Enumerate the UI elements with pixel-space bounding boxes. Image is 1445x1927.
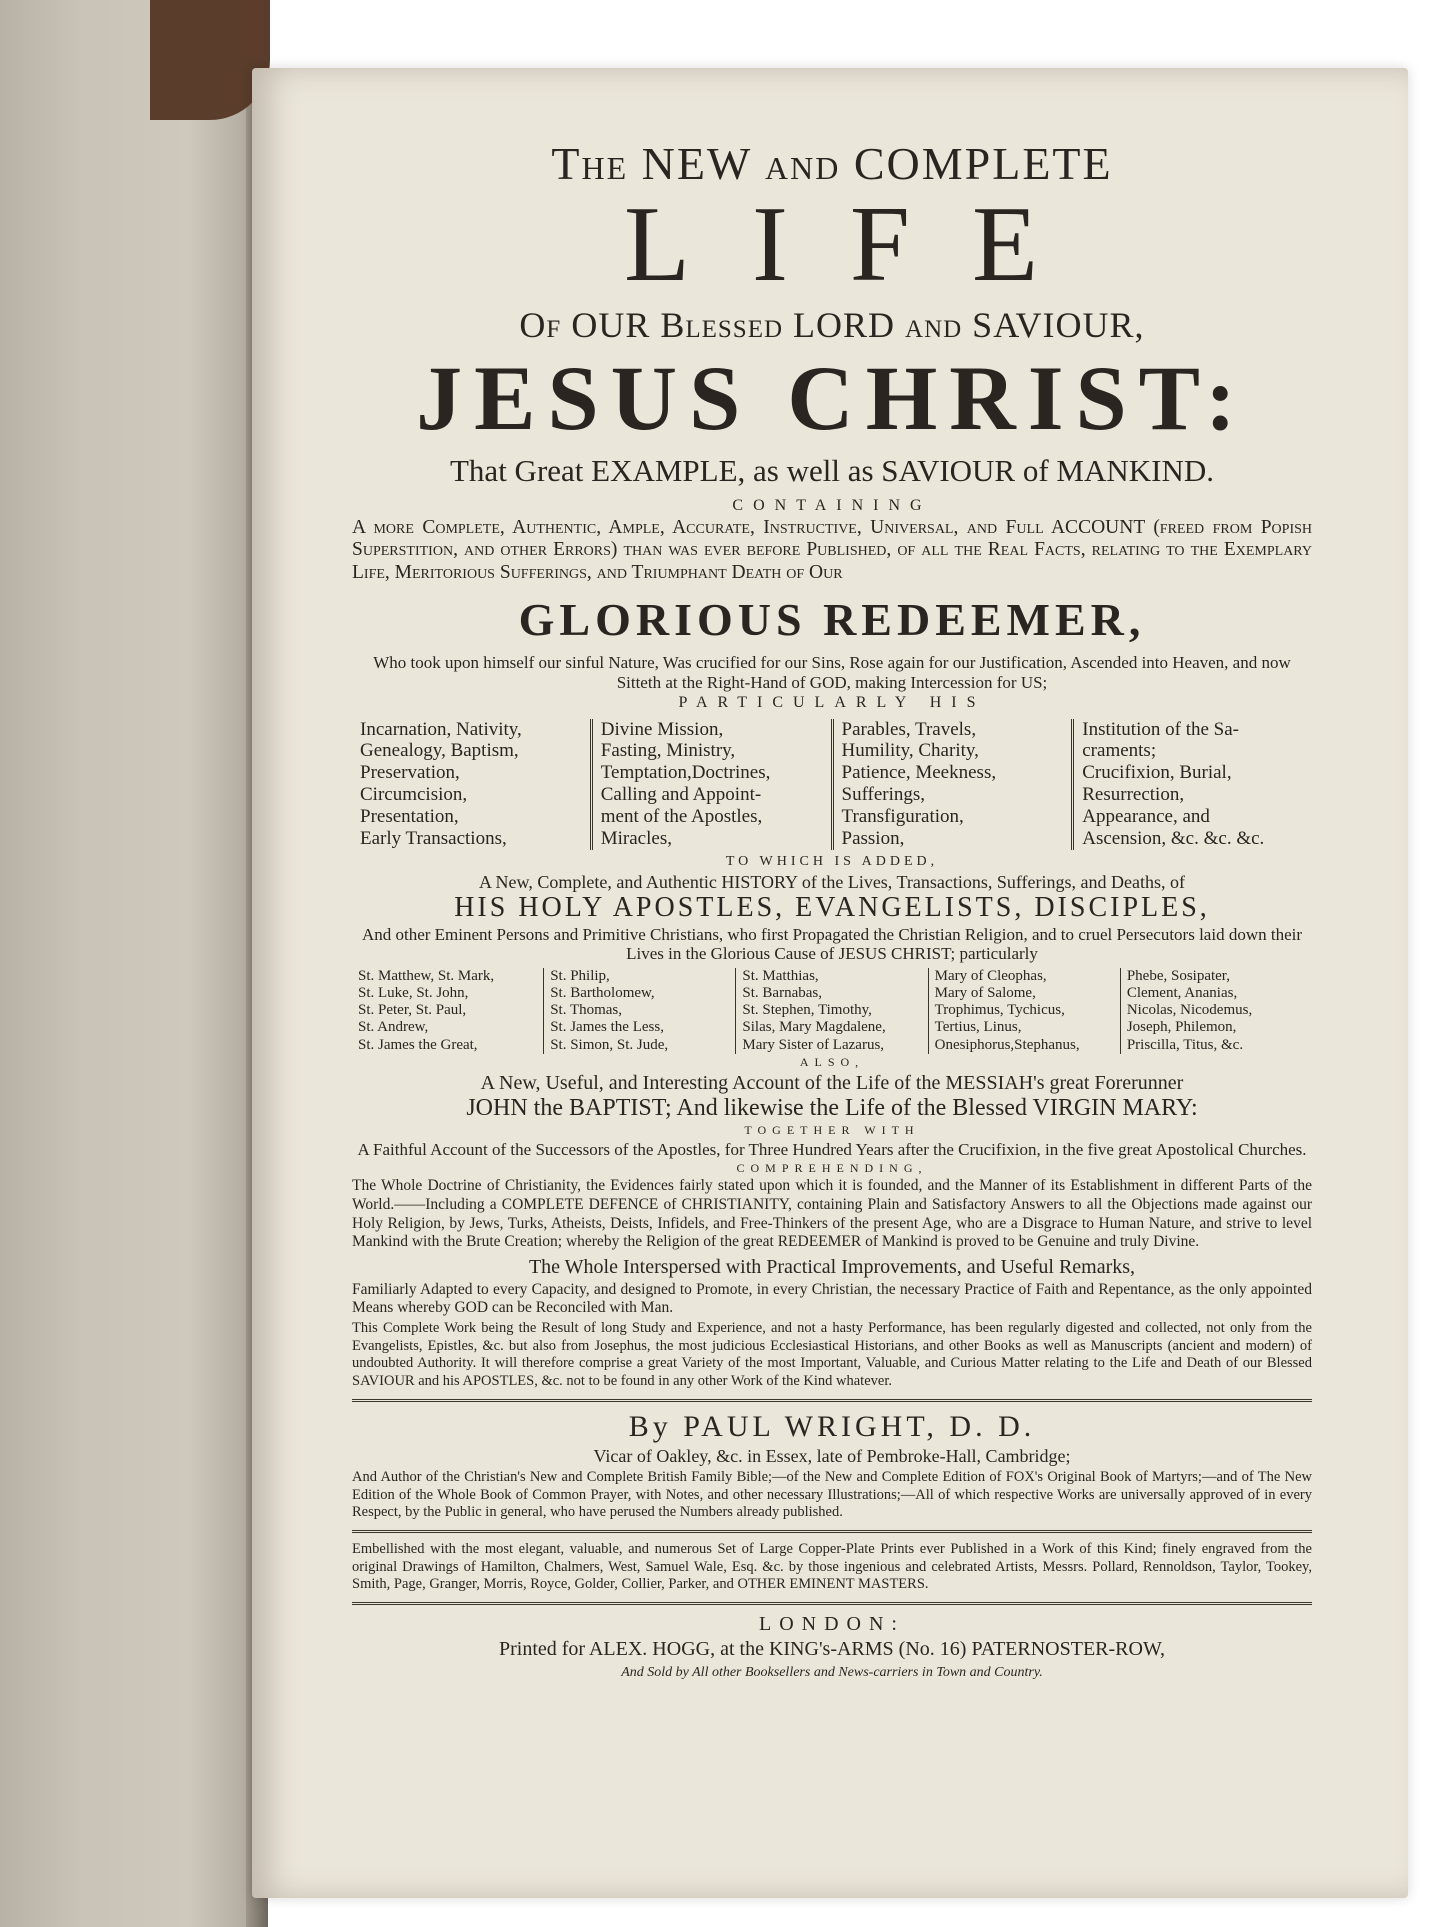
glorious-redeemer: GLORIOUS REDEEMER,: [518, 594, 1146, 646]
list-item: St. Barnabas,: [742, 984, 822, 1001]
account-paragraph: A more Complete, Authentic, Ample, Accurate, Instructive, Universal, and Full ACCOUNT (freed from Popish Superstition, and other Errors) than was ever before Published, of all the Real Facts, relating to the Exemplary Life, Meritorious Sufferings, and Triumphant Death of Our: [352, 516, 1312, 583]
list-item: Silas, Mary Magdalene,: [742, 1019, 886, 1036]
list-item: St. Bartholomew,: [550, 984, 655, 1001]
author-of-paragraph: And Author of the Christian's New and Complete British Family Bible;—of the New and Complete Edition of FOX's Original Book of Martyrs;—and of The New Edition of the Whole Book of Common Prayer, with Notes, and other necessary Illustrations;—All of which respective Works are universally approved of in every Respect, by the Public in general, who have perused the Numbers already published.: [352, 1468, 1312, 1521]
history-line: A New, Complete, and Authentic HISTORY of the Lives, Transactions, Sufferings, and Deaths, of: [479, 871, 1185, 892]
title-jesus-christ: JESUS CHRIST:: [416, 347, 1248, 450]
list-item: Mary Sister of Lazarus,: [742, 1036, 885, 1053]
london-label: LONDON:: [759, 1613, 905, 1636]
list-item: St. Matthew, St. Mark,: [358, 967, 495, 984]
list-item: Joseph, Philemon,: [1126, 1019, 1237, 1036]
vicar-line: Vicar of Oakley, &c. in Essex, late of Pembroke-Hall, Cambridge;: [593, 1446, 1071, 1467]
list-item: Calling and Appoint-: [600, 784, 762, 806]
list-item: ment of the Apostles,: [600, 805, 763, 827]
title-line-1: The NEW and COMPLETE: [551, 138, 1113, 189]
together-with: TOGETHER WITH: [744, 1123, 920, 1138]
life-column-3: [831, 719, 1072, 850]
apostles-column-2: [543, 968, 735, 1054]
printed-for-line: Printed for ALEX. HOGG, at the KING's-ARMS (No. 16) PATERNOSTER-ROW,: [499, 1638, 1165, 1661]
to-which-added: TO WHICH IS ADDED,: [725, 853, 939, 869]
complete-work-paragraph: This Complete Work being the Result of long Study and Experience, and not a hasty Performance, has been regularly digested and collected, not only from the Evangelists, Epistles, &c. but also from Josephus, the most judicious Ecclesiastical Historians, and other Books as well as Manuscripts (ancient and modern) of undoubted Authority. It will therefore comprise a great Variety of the most Important, Valuable, and Curious Matter relating to the Life and Death of our Blessed SAVIOUR and his APOSTLES, &c. not to be found in any other Work of the Kind whatever.: [352, 1320, 1312, 1390]
who-took-paragraph: Who took upon himself our sinful Nature, Was crucified for our Sins, Rose again for our Justification, Ascended into Heaven, and now Sitteth at the Right-Hand of GOD, making Intercession for US;: [373, 653, 1291, 692]
list-item: St. Peter, St. Paul,: [358, 1002, 467, 1019]
list-item: St. Simon, St. Jude,: [550, 1036, 669, 1053]
list-item: Trophimus, Tychicus,: [934, 1002, 1065, 1019]
comprehending-label: COMPREHENDING,: [736, 1160, 928, 1175]
apostles-column-3: [735, 968, 927, 1054]
list-item: Parables, Travels,: [841, 718, 977, 740]
apostles-heading: HIS HOLY APOSTLES, EVANGELISTS, DISCIPLES,: [454, 892, 1210, 924]
list-item: Miracles,: [600, 827, 672, 849]
eminent-paragraph: And other Eminent Persons and Primitive Christians, who first Propagated the Christian Religion, and to cruel Persecutors laid down their Lives in the Glorious Cause of JESUS CHRIST; particularly: [361, 924, 1303, 964]
list-item: Appearance, and: [1082, 805, 1210, 827]
list-item: St. James the Great,: [358, 1036, 478, 1053]
list-item: Mary of Salome,: [934, 984, 1036, 1001]
list-item: St. Andrew,: [358, 1019, 429, 1036]
list-item: St. Thomas,: [550, 1002, 623, 1019]
divider: [352, 1530, 1312, 1533]
sold-by-line: And Sold by All other Booksellers and News-carriers in Town and Country.: [621, 1665, 1043, 1681]
list-item: Priscilla, Titus, &c.: [1126, 1036, 1244, 1053]
list-item: Fasting, Ministry,: [600, 740, 736, 762]
divider: [352, 1399, 1312, 1402]
interspersed-line: The Whole Interspersed with Practical Improvements, and Useful Remarks,: [528, 1255, 1136, 1278]
list-item: Sufferings,: [841, 784, 926, 806]
list-item: Mary of Cleophas,: [934, 967, 1047, 984]
familiarly-paragraph: Familiarly Adapted to every Capacity, and designed to Promote, in every Christian, the necessary Practice of Faith and Repentance, as the only appointed Means whereby GOD can be Reconciled with Man.: [352, 1280, 1312, 1317]
divider: [352, 1602, 1312, 1605]
list-item: Ascension, &c. &c. &c.: [1082, 827, 1265, 849]
list-item: Preservation,: [360, 762, 460, 784]
list-item: Incarnation, Nativity,: [360, 718, 522, 740]
book-cover-left: [0, 0, 268, 1927]
list-item: St. Philip,: [550, 967, 610, 984]
life-column-1: [352, 719, 590, 850]
list-item: Circumcision,: [360, 784, 468, 806]
list-item: Early Transactions,: [360, 827, 507, 849]
title-life: LIFE: [624, 184, 1100, 304]
title-page: [252, 68, 1408, 1898]
apostles-column-5: [1120, 968, 1312, 1054]
containing-label: CONTAINING: [732, 496, 932, 514]
list-item: Passion,: [841, 827, 905, 849]
title-subtitle: That Great EXAMPLE, as well as SAVIOUR of MANKIND.: [450, 452, 1214, 488]
list-item: Nicolas, Nicodemus,: [1126, 1002, 1253, 1019]
embellished-paragraph: Embellished with the most elegant, valuable, and numerous Set of Large Copper-Plate Prints ever Published in a Work of this Kind; finely engraved from the original Drawings of Hamilton, Chalmers, West, Samuel Wale, Esq. &c. by those ingenious and celebrated Artists, Messrs. Pollard, Rennoldson, Taylor, Tookey, Smith, Page, Granger, Morris, Royce, Golder, Collier, Parker, and OTHER EMINENT MASTERS.: [352, 1541, 1312, 1593]
list-item: Temptation,Doctrines,: [600, 762, 771, 784]
apostles-columns: [352, 968, 1312, 1054]
list-item: craments;: [1082, 740, 1157, 762]
list-item: Humility, Charity,: [841, 740, 979, 762]
list-item: St. Matthias,: [742, 967, 819, 984]
list-item: St. Luke, St. John,: [358, 984, 469, 1001]
list-item: Institution of the Sa-: [1082, 718, 1239, 740]
list-item: Divine Mission,: [600, 718, 724, 740]
life-events-columns: [352, 719, 1312, 850]
author-line: By PAUL WRIGHT, D. D.: [628, 1409, 1036, 1443]
list-item: Patience, Meekness,: [841, 762, 997, 784]
baptist-line: JOHN the BAPTIST; And likewise the Life of the Blessed VIRGIN MARY:: [466, 1094, 1198, 1121]
doctrine-paragraph: The Whole Doctrine of Christianity, the Evidences fairly stated upon which it is founded, and the Manner of its Establishment in different Parts of the World.——Including a COMPLETE DEFENCE of CHRISTIANITY, containing Plain and Satisfactory Answers to all the Objections made against our Holy Religion, by Jews, Turks, Atheists, Deists, Infidels, and Free-Thinkers of the present Age, who are a Disgrace to Human Nature, and strive to level Mankind with the Brute Creation; whereby the Religion of the great REDEEMER of Mankind is proved to be Genuine and truly Divine.: [352, 1177, 1312, 1251]
list-item: St. Stephen, Timothy,: [742, 1002, 872, 1019]
life-column-4: [1071, 719, 1312, 850]
life-column-2: [590, 719, 831, 850]
list-item: Tertius, Linus,: [934, 1019, 1022, 1036]
list-item: St. James the Less,: [550, 1019, 664, 1036]
title-page-content: [352, 138, 1312, 1685]
apostles-column-4: [928, 968, 1120, 1054]
list-item: Presentation,: [360, 805, 459, 827]
particularly-label: PARTICULARLY HIS: [678, 694, 986, 712]
list-item: Crucifixion, Burial,: [1082, 762, 1232, 784]
list-item: Onesiphorus,Stephanus,: [934, 1036, 1080, 1053]
title-line-3: Of OUR Blessed LORD and SAVIOUR,: [519, 304, 1145, 345]
list-item: Clement, Ananias,: [1126, 984, 1238, 1001]
list-item: Resurrection,: [1082, 784, 1185, 806]
apostles-column-1: [352, 968, 543, 1054]
list-item: Transfiguration,: [841, 805, 964, 827]
forerunner-line: A New, Useful, and Interesting Account of the Life of the MESSIAH's great Forerunner: [480, 1071, 1184, 1094]
also-label: ALSO,: [799, 1054, 865, 1069]
successors-paragraph: A Faithful Account of the Successors of the Apostles, for Three Hundred Years after the Crucifixion, in the five great Apostolical Churches.: [357, 1140, 1307, 1160]
list-item: Genealogy, Baptism,: [360, 740, 519, 762]
list-item: Phebe, Sosipater,: [1126, 967, 1230, 984]
